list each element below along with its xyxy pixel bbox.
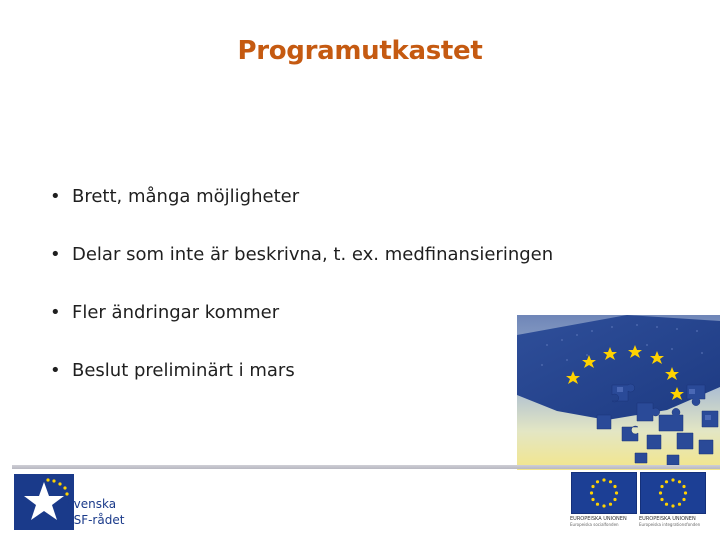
eu-caption-2-line2: Europeiska integrationsfonden — [639, 522, 701, 527]
eu-flag-icon — [640, 472, 706, 514]
bullet-text: Fler ändringar kommer — [72, 302, 280, 323]
slide-title: Programutkastet — [237, 36, 483, 66]
bullet-marker: • — [50, 186, 61, 207]
eu-caption-1-line2: Europeiska socialfonden — [570, 522, 619, 527]
bullet-text: Beslut preliminärt i mars — [72, 360, 295, 381]
esf-logo-line1: Svenska — [66, 497, 117, 511]
bullet-marker: • — [50, 244, 61, 265]
esf-logo-line2: ESF-rådet — [66, 513, 125, 527]
bullet-text: Delar som inte är beskrivna, t. ex. medfinansieringen — [72, 244, 554, 265]
bullet-marker: • — [50, 360, 61, 381]
bullet-item — [46, 242, 646, 300]
eu-caption-1-line1: EUROPEISKA UNIONEN — [570, 516, 627, 522]
bullet-marker: • — [50, 302, 61, 323]
bullet-text: Brett, många möjligheter — [72, 186, 300, 207]
eu-puzzle-image — [517, 315, 720, 470]
eu-caption-2 — [639, 516, 709, 528]
esf-logo-text — [66, 496, 124, 528]
eu-caption-1 — [570, 516, 640, 528]
bullet-item — [46, 184, 646, 242]
eu-caption-2-line1: EUROPEISKA UNIONEN — [639, 516, 696, 522]
eu-flag-icon — [571, 472, 637, 514]
footer-divider — [12, 465, 720, 469]
